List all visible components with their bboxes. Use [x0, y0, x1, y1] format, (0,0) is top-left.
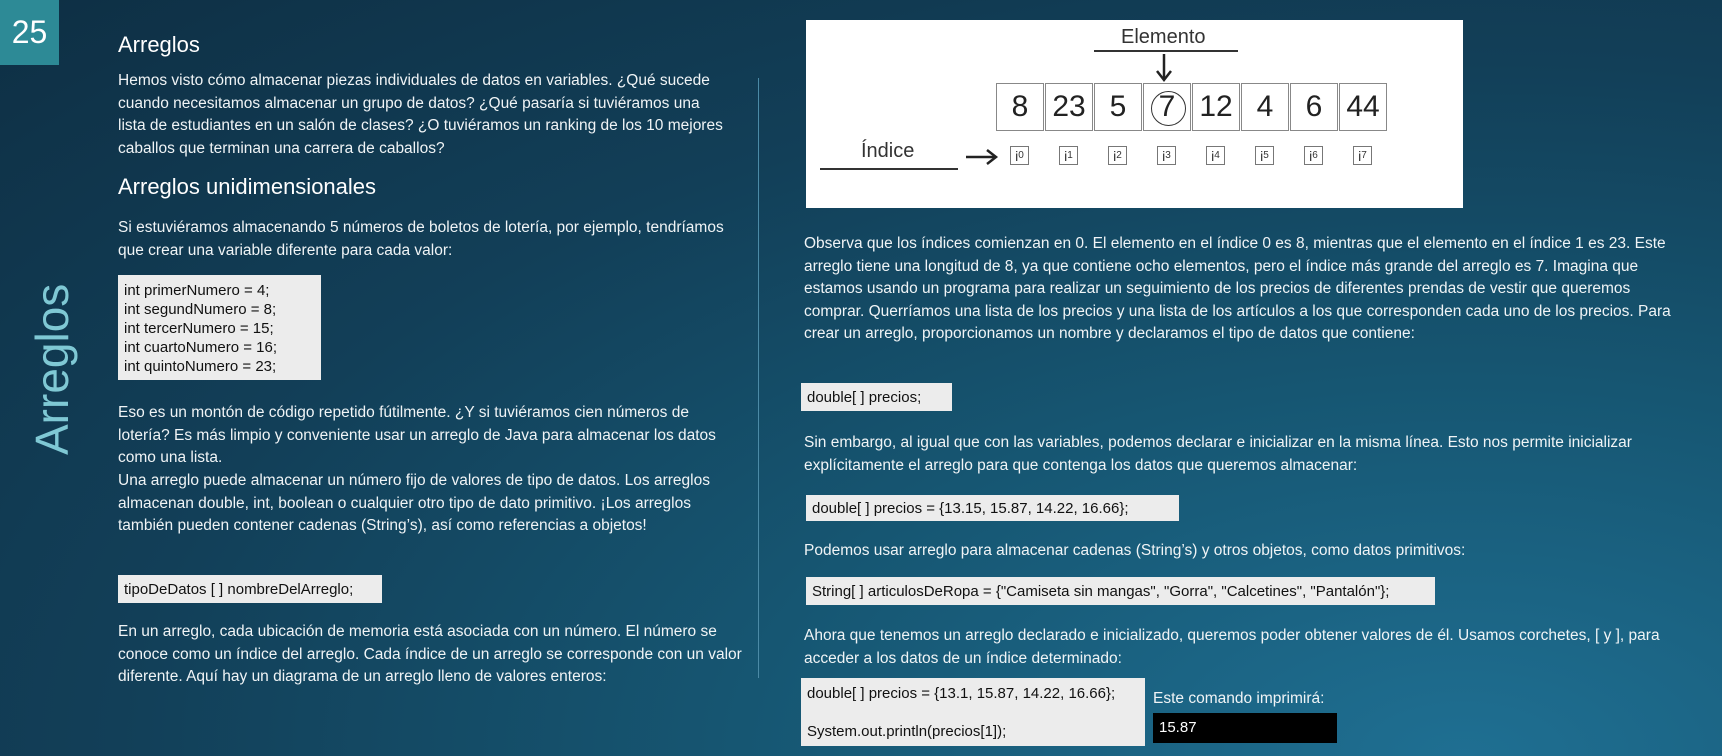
code-block-initialize-array [806, 495, 1179, 521]
indices-paragraph: Observa que los índices comienzan en 0. El elemento en el índice 0 es 8, mientras que el elemento en el índice 1 es 23. Este arreglo tiene una longitud de 8, ya que contiene ocho elementos, pero el índice más grande del arreglo es 7. Imagina que estamos usando un programa para realizar un seguimiento de los precios de diferentes prendas de vestir que queremos comprar. Querríamos una lista de los precios y una lista de los artículos a los que corresponden cada uno de los precios. Para crear un arreglo, proporcionamos un nombre y declaramos el tipo de datos que contiene: [804, 235, 1671, 342]
code-line: int primerNumero = 4; [124, 282, 270, 299]
array-diagram [806, 20, 1463, 208]
heading-arreglos: Arreglos [118, 32, 200, 57]
index-subscript: 6 [1312, 150, 1318, 161]
initialize-paragraph: Sin embargo, al igual que con las variables, podemos declarar e inicializar en la misma línea. Esto nos permite inicializar explícitamente el arreglo para que contenga los datos que queremos almacenar: [804, 434, 1632, 474]
array-cell: 8 [996, 83, 1044, 131]
element-underline [1094, 50, 1238, 52]
array-cell: 23 [1045, 83, 1093, 131]
index-subscript: 3 [1165, 150, 1171, 161]
code-line: double[ ] precios; [807, 389, 922, 406]
index-subscript: 0 [1018, 150, 1024, 161]
code-line: double[ ] precios = {13.1, 15.87, 14.22, 16.66}; [807, 685, 1116, 702]
array-description-paragraph: Una arreglo puede almacenar un número fijo de valores de tipo de datos. Los arreglos almacenan double, int, boolean o cualquier otro tipo de dato primitivo. ¡Los arreglos también pueden contener cadenas (String’s), así como referencias a objetos! [118, 472, 710, 534]
code-line: int quintoNumero = 23; [124, 358, 277, 375]
index-box: i 6 [1304, 146, 1323, 165]
code-line: double[ ] precios = {13.15, 15.87, 14.22, 16.66}; [812, 500, 1129, 517]
code-line: tipoDeDatos [ ] nombreDelArreglo; [124, 581, 354, 598]
array-cell-highlighted: 7 [1143, 83, 1191, 131]
index-subscript: 5 [1263, 150, 1269, 161]
intro-paragraph: Hemos visto cómo almacenar piezas individuales de datos en variables. ¿Qué sucede cuando necesitamos almacenar un grupo de datos? ¿Qué pasaría si tuviéramos una lista de estudiantes en un salón de clases? ¿O tuviéramos un ranking de los 10 mejores caballos que terminan una carrera de caballos? [118, 72, 723, 157]
index-subscript: 1 [1067, 150, 1073, 161]
index-subscript: 4 [1214, 150, 1220, 161]
code-line: int segundNumero = 8; [124, 301, 277, 318]
code-line: int cuartoNumero = 16; [124, 339, 277, 356]
code-line: int tercerNumero = 15; [124, 320, 274, 337]
strings-paragraph: Podemos usar arreglo para almacenar cadenas (String’s) y otros objetos, como datos primitivos: [804, 542, 1466, 559]
index-paragraph: En un arreglo, cada ubicación de memoria está asociada con un número. El número se conoce como un índice del arreglo. Cada índice de un arreglo se corresponde con un valor diferente. Aquí hay un diagrama de un arreglo lleno de valores enteros: [118, 623, 742, 685]
page-number: 25 [0, 0, 59, 65]
index-subscript: 2 [1116, 150, 1122, 161]
code-block-variables [118, 275, 321, 380]
right-arrow-icon [966, 147, 1000, 167]
heading-unidimensionales: Arreglos unidimensionales [118, 174, 377, 199]
array-cell: 12 [1192, 83, 1240, 131]
side-title: Arreglos [26, 283, 78, 455]
code-line: System.out.println(precios[1]); [807, 723, 1007, 740]
code-block-declaration-syntax [118, 575, 382, 603]
access-paragraph: Ahora que tenemos un arreglo declarado e inicializado, queremos poder obtener valores de él. Usamos corchetes, [ y ], para acceder a los datos de un índice determinado: [804, 627, 1660, 667]
index-label: Índice [861, 140, 915, 162]
code-block-string-array [806, 577, 1435, 605]
index-box: i 5 [1255, 146, 1274, 165]
array-cell: 5 [1094, 83, 1142, 131]
down-arrow-icon [1154, 54, 1174, 84]
index-box: i 1 [1059, 146, 1078, 165]
index-box: i 3 [1157, 146, 1176, 165]
output-console: 15.87 [1153, 713, 1337, 743]
code-block-print-element [801, 678, 1145, 746]
index-subscript: 7 [1361, 150, 1367, 161]
array-cell: 44 [1339, 83, 1387, 131]
code-block-declare-array [801, 383, 952, 411]
array-cell: 4 [1241, 83, 1289, 131]
index-box: i 7 [1353, 146, 1372, 165]
lottery-paragraph: Si estuviéramos almacenando 5 números de boletos de lotería, por ejemplo, tendríamos que crear una variable diferente para cada valor: [118, 219, 724, 259]
repetition-paragraph: Eso es un montón de código repetido fútilmente. ¿Y si tuviéramos cien números de lotería? Es más limpio y conveniente usar un arreglo de Java para almacenar los datos como una lista. [118, 404, 716, 466]
output-label: Este comando imprimirá: [1153, 690, 1325, 707]
element-label: Elemento [1121, 26, 1206, 48]
index-box: i 2 [1108, 146, 1127, 165]
code-line: String[ ] articulosDeRopa = {"Camiseta sin mangas", "Gorra", "Calcetines", "Pantalón"}; [812, 583, 1390, 600]
index-underline [820, 168, 958, 170]
column-divider [758, 78, 759, 678]
index-box: i 0 [1010, 146, 1029, 165]
index-box: i 4 [1206, 146, 1225, 165]
array-cell: 6 [1290, 83, 1338, 131]
